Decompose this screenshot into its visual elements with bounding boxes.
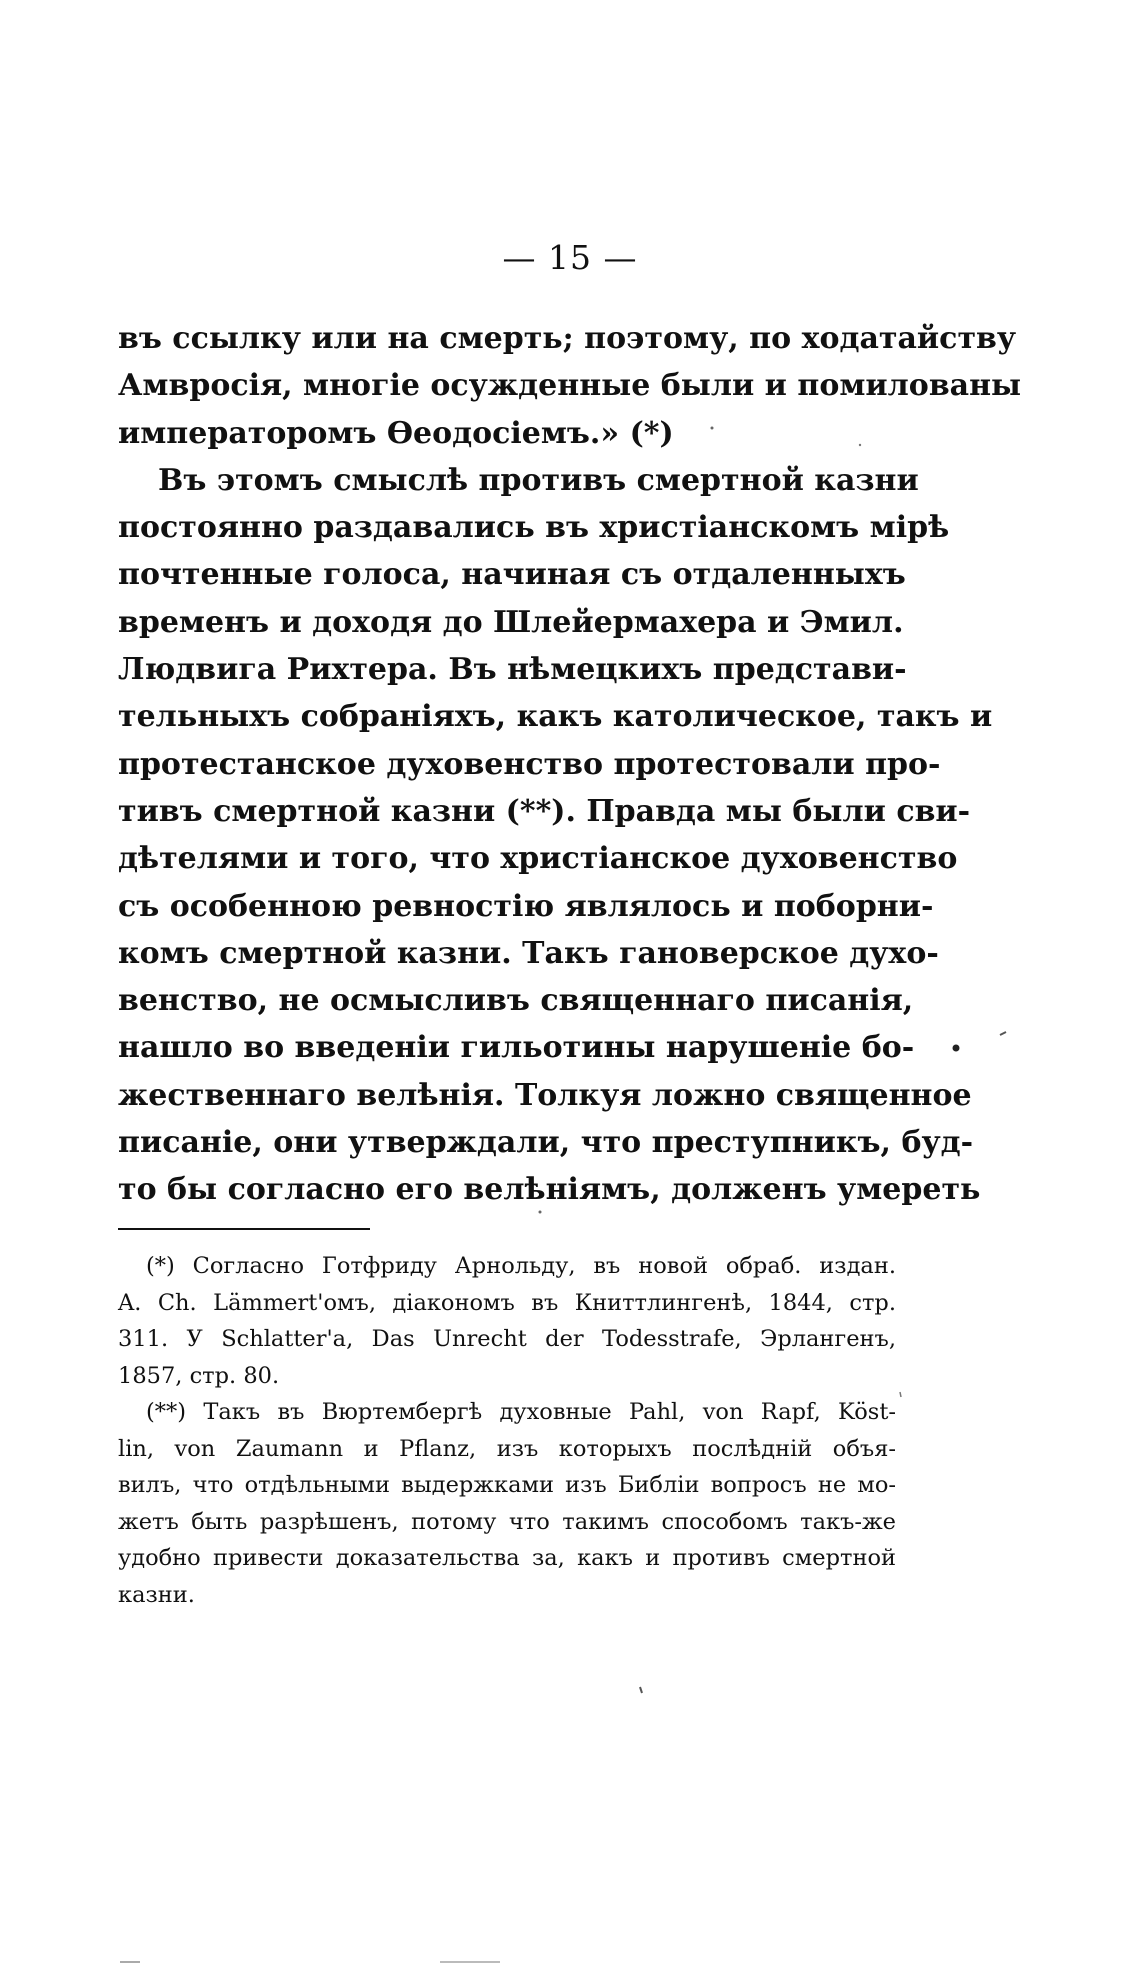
text-line: протестанское духовенство протестовали про- (118, 746, 941, 782)
text-line: Людвига Рихтера. Въ нѣмецкихъ представи- (118, 652, 907, 688)
speck (900, 1392, 901, 1397)
footnote-line: вилъ, что отдѣльными выдержками изъ Библіи вопросъ не мо- (118, 1472, 896, 1498)
text-line: въ ссылку или на смерть; поэтому, по ходатайству (118, 321, 1017, 356)
footnote-line: казни. (118, 1581, 195, 1608)
page-number: — 15 — (502, 238, 638, 277)
text-line: Амвросія, многіе осужденные были и помилованы (118, 368, 1022, 404)
text-line: дѣтелями и того, что христіанское духовенство (118, 841, 958, 877)
footnote-line: (*) Согласно Готфриду Арнольду, въ новой обраб. издан. (146, 1253, 896, 1279)
footnote-line: 311. У Schlatter'a, Das Unrecht der Todesstrafe, Эрлангенъ, (118, 1326, 896, 1352)
text-line: жественнаго велѣнія. Толкуя ложно священное (118, 1077, 972, 1113)
footnote-line: удобно привести доказательства за, какъ и противъ смертной (118, 1545, 896, 1571)
text-line: съ особенною ревностію являлось и поборни- (118, 888, 934, 924)
text-line: тельныхъ собраніяхъ, какъ католическое, такъ и (118, 699, 993, 735)
text-line: венство, не осмысливъ священнаго писанія, (118, 983, 914, 1019)
text-line: писаніе, они утверждали, что преступникъ, буд- (118, 1125, 974, 1161)
text-line: императоромъ Өеодосіемъ.» (*) (118, 415, 674, 451)
text-line: комъ смертной казни. Такъ гановерское духо- (118, 935, 939, 971)
footnote-line: (**) Такъ въ Вюртембергѣ духовные Pahl, von Rapf, Köst- (146, 1399, 896, 1425)
speck (711, 427, 714, 430)
text-line: временъ и доходя до Шлейермахера и Эмил. (118, 604, 904, 640)
text-line: постоянно раздавались въ христіанскомъ мірѣ (118, 510, 950, 546)
text-line: почтенные голоса, начиная съ отдаленныхъ (118, 557, 906, 593)
speck (859, 444, 861, 446)
speck (1000, 1032, 1006, 1035)
text-line: то бы согласно его велѣніямъ, долженъ умереть (118, 1172, 981, 1208)
text-line: нашло во введеніи гильотины нарушеніе бо- (118, 1030, 915, 1066)
speck (953, 1045, 960, 1052)
footnote-line: жетъ быть разрѣшенъ, потому что такимъ способомъ такъ-же (118, 1508, 896, 1535)
text-line: Въ этомъ смыслѣ противъ смертной казни (158, 462, 919, 498)
text-line: тивъ смертной казни (**). Правда мы были сви- (118, 793, 971, 829)
footnote-line: 1857, стр. 80. (118, 1362, 280, 1389)
speck (539, 1211, 542, 1214)
speck (640, 1687, 642, 1693)
footnote-line: lin, von Zaumann и Pflanz, изъ которыхъ послѣдній объя- (118, 1435, 896, 1462)
footnote-line: A. Ch. Lämmert'омъ, діакономъ въ Книттлингенѣ, 1844, стр. (118, 1289, 896, 1316)
